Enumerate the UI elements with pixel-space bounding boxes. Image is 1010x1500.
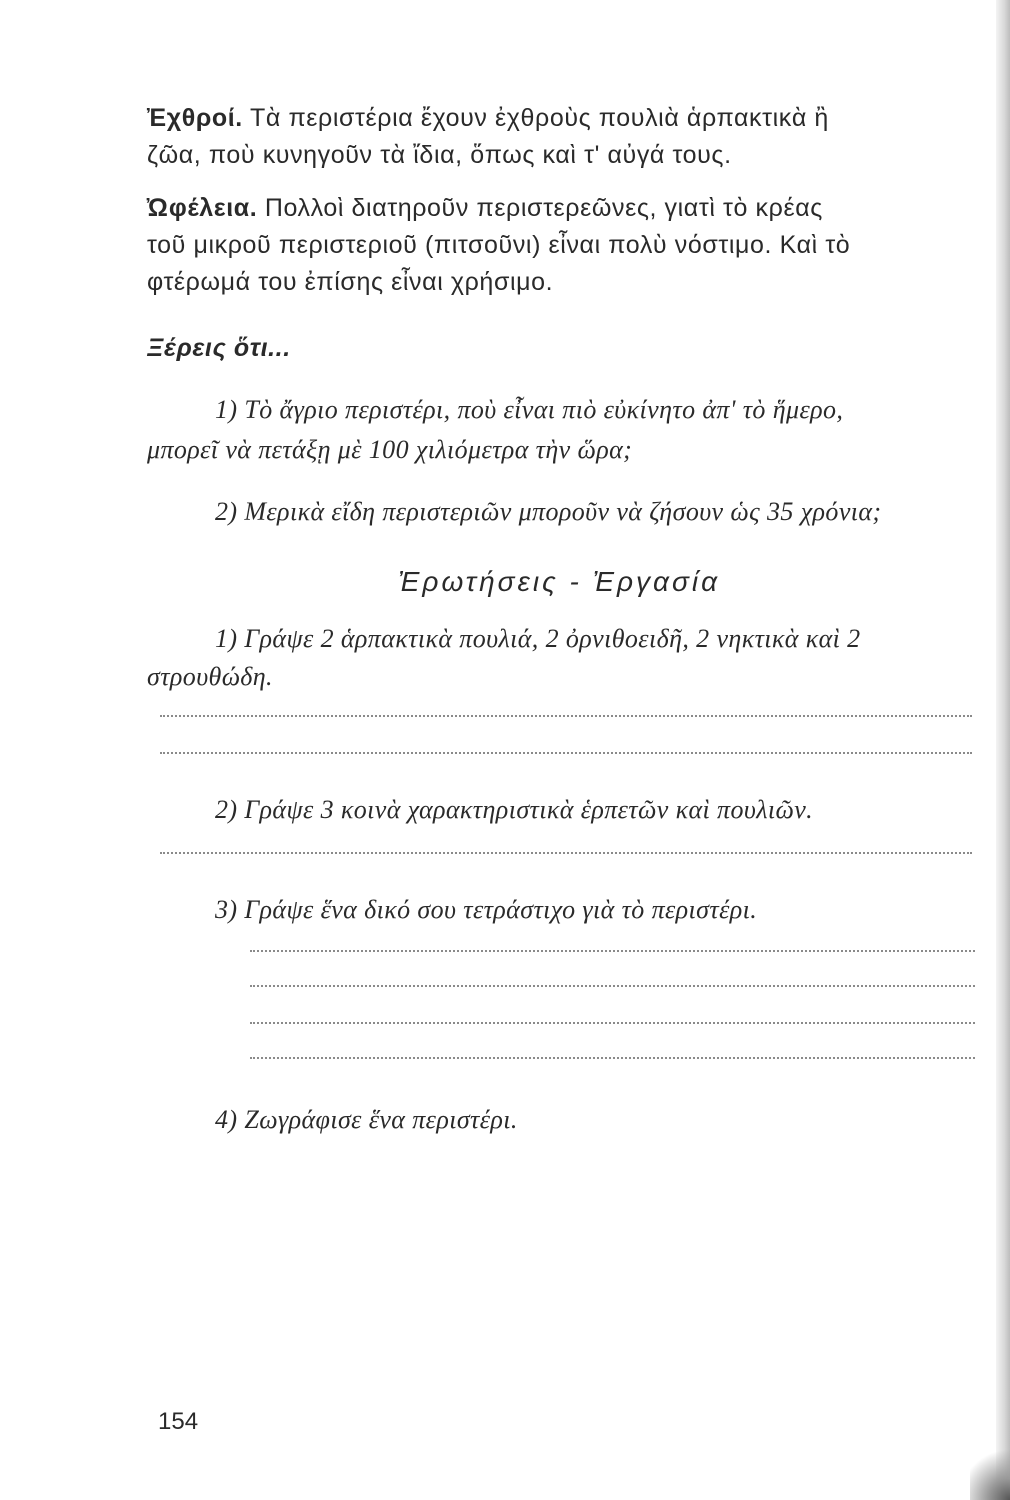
benefit-line-1 bbox=[147, 190, 823, 227]
did-you-know-title: Ξέρεις ὅτι... bbox=[147, 334, 291, 362]
answer-line-3d[interactable] bbox=[250, 1057, 975, 1059]
benefit-label: Ὠφέλεια. bbox=[147, 194, 258, 222]
answer-line-2[interactable] bbox=[160, 852, 972, 854]
answer-line-3c[interactable] bbox=[250, 1022, 975, 1024]
page-number: 154 bbox=[158, 1408, 199, 1435]
questions-heading: Ἐρωτήσεις - Ἐργασία bbox=[398, 566, 721, 597]
enemies-line-2: ζῶα, ποὺ κυνηγοῦν τὰ ἴδια, ὅπως καὶ τ' αὐγά τους. bbox=[147, 141, 732, 169]
fact-1-line-1: 1) Τὸ ἄγριο περιστέρι, ποὺ εἶναι πιὸ εὐκίνητο ἀπ' τὸ ἥμερο, bbox=[215, 395, 844, 424]
benefit-line-3: φτέρωμά του ἐπίσης εἶναι χρήσιμο. bbox=[147, 268, 554, 296]
answer-line-3a[interactable] bbox=[250, 950, 975, 952]
page-edge bbox=[996, 0, 1010, 1500]
enemies-label: Ἐχθροί. bbox=[147, 104, 243, 132]
enemies-line-1 bbox=[147, 100, 829, 137]
fact-2: 2) Μερικὰ εἴδη περιστεριῶν μποροῦν νὰ ζήσουν ὡς 35 χρόνια; bbox=[215, 497, 882, 526]
benefit-line-2: τοῦ μικροῦ περιστεριοῦ (πιτσοῦνι) εἶναι πολὺ νόστιμο. Καὶ τὸ bbox=[147, 231, 851, 259]
question-1-line-1: 1) Γράψε 2 ἁρπακτικὰ πουλιά, 2 ὀρνιθοειδῆ, 2 νηκτικὰ καὶ 2 bbox=[215, 624, 861, 653]
answer-line-1b[interactable] bbox=[160, 752, 972, 754]
fact-1-line-2: μπορεῖ νὰ πετάξῃ μὲ 100 χιλιόμετρα τὴν ὥρα; bbox=[147, 435, 633, 464]
page-corner-shadow bbox=[970, 1440, 1010, 1500]
enemies-text-1: Τὰ περιστέρια ἔχουν ἐχθροὺς πουλιὰ ἁρπακτικὰ ἢ bbox=[249, 104, 829, 132]
question-4: 4) Ζωγράφισε ἕνα περιστέρι. bbox=[215, 1105, 518, 1134]
question-2: 2) Γράψε 3 κοινὰ χαρακτηριστικὰ ἑρπετῶν καὶ πουλιῶν. bbox=[215, 795, 814, 824]
answer-line-3b[interactable] bbox=[250, 985, 975, 987]
question-3: 3) Γράψε ἕνα δικό σου τετράστιχο γιὰ τὸ περιστέρι. bbox=[215, 895, 758, 924]
benefit-text-1: Πολλοὶ διατηροῦν περιστερεῶνες, γιατὶ τὸ κρέας bbox=[264, 194, 823, 222]
answer-line-1a[interactable] bbox=[160, 715, 972, 717]
question-1-line-2: στρουθώδη. bbox=[147, 662, 273, 691]
